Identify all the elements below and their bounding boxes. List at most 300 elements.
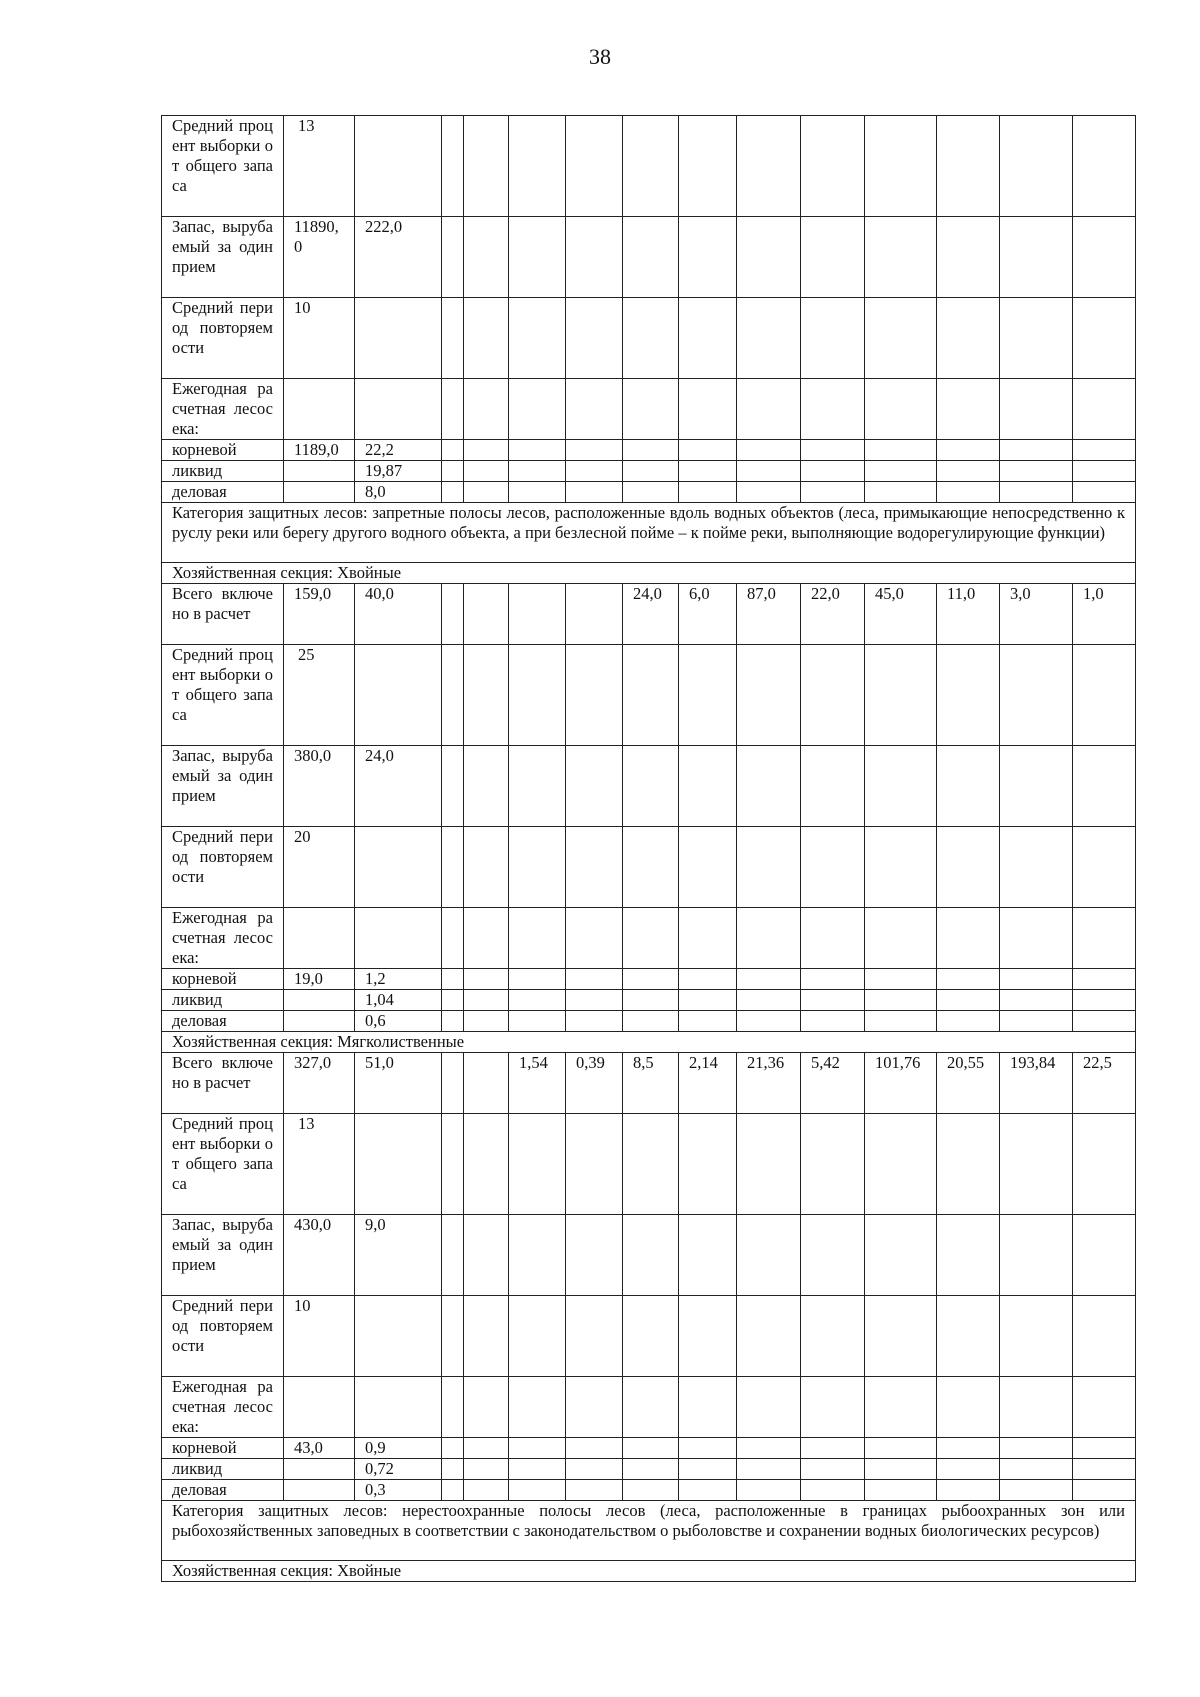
value-cell	[623, 217, 679, 298]
value-cell	[1000, 1296, 1073, 1377]
value-cell	[566, 1114, 623, 1215]
value-cell	[442, 482, 464, 503]
row-label-cell: Всего включено в расчет	[162, 584, 284, 645]
value-cell	[623, 827, 679, 908]
value-cell	[865, 298, 937, 379]
value-cell	[801, 1438, 865, 1459]
value-cell	[1000, 1215, 1073, 1296]
value-cell	[442, 746, 464, 827]
value-cell	[1073, 298, 1136, 379]
value-cell: 8,5	[623, 1053, 679, 1114]
value-cell	[509, 746, 566, 827]
value-cell	[865, 969, 937, 990]
value-cell: 45,0	[865, 584, 937, 645]
value-cell: 25	[284, 645, 355, 746]
value-cell	[442, 1011, 464, 1032]
value-cell	[509, 116, 566, 217]
value-cell	[464, 298, 509, 379]
value-cell	[737, 746, 801, 827]
value-cell	[865, 116, 937, 217]
value-cell	[1000, 746, 1073, 827]
value-cell	[566, 298, 623, 379]
value-cell	[623, 1296, 679, 1377]
table-row	[162, 217, 1136, 298]
value-cell: 6,0	[679, 584, 737, 645]
value-cell	[1073, 1215, 1136, 1296]
value-cell	[566, 645, 623, 746]
value-cell	[623, 461, 679, 482]
table-row	[162, 461, 1136, 482]
value-cell	[509, 217, 566, 298]
value-cell: 0,9	[355, 1438, 442, 1459]
value-cell	[801, 1459, 865, 1480]
value-cell	[442, 116, 464, 217]
value-cell	[865, 1438, 937, 1459]
value-cell	[1073, 1114, 1136, 1215]
value-cell	[737, 379, 801, 440]
value-cell	[442, 969, 464, 990]
value-cell	[679, 969, 737, 990]
value-cell	[865, 461, 937, 482]
value-cell	[1073, 990, 1136, 1011]
table-row	[162, 116, 1136, 217]
allowable-cut-table	[161, 115, 1136, 1582]
value-cell	[509, 440, 566, 461]
value-cell: 380,0	[284, 746, 355, 827]
value-cell	[1073, 482, 1136, 503]
value-cell: 13	[284, 1114, 355, 1215]
value-cell	[464, 969, 509, 990]
table-row	[162, 1296, 1136, 1377]
value-cell	[737, 217, 801, 298]
value-cell	[566, 746, 623, 827]
table-row	[162, 482, 1136, 503]
value-cell	[355, 1377, 442, 1438]
value-cell	[737, 969, 801, 990]
value-cell	[1073, 1011, 1136, 1032]
value-cell	[623, 1215, 679, 1296]
value-cell: 3,0	[1000, 584, 1073, 645]
value-cell	[937, 1114, 1000, 1215]
value-cell: 1,0	[1073, 584, 1136, 645]
value-cell: 10	[284, 298, 355, 379]
value-cell	[865, 1114, 937, 1215]
value-cell	[737, 116, 801, 217]
value-cell	[566, 1215, 623, 1296]
table-row	[162, 1459, 1136, 1480]
row-label-cell: Запас, вырубаемый за один прием	[162, 1215, 284, 1296]
value-cell	[1073, 1438, 1136, 1459]
value-cell	[355, 827, 442, 908]
value-cell	[623, 1438, 679, 1459]
table-row	[162, 746, 1136, 827]
value-cell	[801, 1480, 865, 1501]
value-cell	[801, 969, 865, 990]
value-cell	[355, 908, 442, 969]
section-header-cell: Категория защитных лесов: нерестоохранные полосы лесов (леса, расположенные в границах рыбоохранных зон или рыбохозяйственных заповедных в соответствии с законодательством о рыболовстве и сохранении водных биологических ресурсов)	[162, 1501, 1136, 1561]
value-cell	[937, 990, 1000, 1011]
value-cell	[284, 482, 355, 503]
value-cell	[679, 990, 737, 1011]
value-cell	[865, 379, 937, 440]
value-cell: 2,14	[679, 1053, 737, 1114]
table-row	[162, 1011, 1136, 1032]
value-cell	[737, 908, 801, 969]
value-cell	[355, 379, 442, 440]
value-cell	[464, 584, 509, 645]
value-cell	[566, 116, 623, 217]
table-row	[162, 1032, 1136, 1053]
value-cell	[865, 482, 937, 503]
value-cell	[1000, 461, 1073, 482]
value-cell: 1,04	[355, 990, 442, 1011]
value-cell	[679, 746, 737, 827]
value-cell	[464, 908, 509, 969]
value-cell	[801, 746, 865, 827]
value-cell	[284, 1011, 355, 1032]
value-cell	[1073, 1296, 1136, 1377]
value-cell	[679, 908, 737, 969]
value-cell	[737, 1377, 801, 1438]
value-cell	[566, 1377, 623, 1438]
table-row	[162, 440, 1136, 461]
value-cell	[865, 746, 937, 827]
value-cell	[566, 1459, 623, 1480]
value-cell	[566, 584, 623, 645]
value-cell	[1000, 827, 1073, 908]
value-cell	[355, 1114, 442, 1215]
value-cell	[442, 379, 464, 440]
value-cell	[1000, 1377, 1073, 1438]
value-cell	[566, 1011, 623, 1032]
value-cell	[1073, 1377, 1136, 1438]
value-cell	[442, 1480, 464, 1501]
value-cell	[679, 1459, 737, 1480]
value-cell	[464, 645, 509, 746]
value-cell	[865, 1296, 937, 1377]
value-cell	[937, 1438, 1000, 1459]
value-cell	[737, 1215, 801, 1296]
value-cell	[1000, 1011, 1073, 1032]
row-label-cell: Средний период повторяемости	[162, 1296, 284, 1377]
value-cell	[1073, 969, 1136, 990]
value-cell	[284, 461, 355, 482]
value-cell	[737, 1114, 801, 1215]
value-cell	[1073, 1459, 1136, 1480]
value-cell	[355, 1296, 442, 1377]
value-cell	[1000, 217, 1073, 298]
value-cell: 327,0	[284, 1053, 355, 1114]
value-cell	[464, 440, 509, 461]
value-cell	[1073, 827, 1136, 908]
value-cell: 193,84	[1000, 1053, 1073, 1114]
value-cell	[509, 584, 566, 645]
value-cell	[566, 1296, 623, 1377]
value-cell	[464, 1377, 509, 1438]
value-cell	[509, 1114, 566, 1215]
value-cell	[509, 298, 566, 379]
value-cell: 19,87	[355, 461, 442, 482]
value-cell	[679, 1480, 737, 1501]
value-cell	[1000, 1114, 1073, 1215]
value-cell	[1000, 1438, 1073, 1459]
value-cell	[623, 298, 679, 379]
value-cell: 0,6	[355, 1011, 442, 1032]
value-cell	[623, 1114, 679, 1215]
value-cell	[464, 827, 509, 908]
value-cell	[679, 1438, 737, 1459]
value-cell	[1000, 1480, 1073, 1501]
value-cell	[623, 379, 679, 440]
value-cell	[623, 908, 679, 969]
value-cell	[464, 1053, 509, 1114]
value-cell	[1000, 298, 1073, 379]
table-row	[162, 908, 1136, 969]
value-cell	[464, 1114, 509, 1215]
value-cell	[1000, 116, 1073, 217]
value-cell	[355, 116, 442, 217]
table-row	[162, 1561, 1136, 1582]
value-cell	[464, 461, 509, 482]
value-cell	[464, 1011, 509, 1032]
value-cell	[679, 1377, 737, 1438]
value-cell	[442, 908, 464, 969]
value-cell	[1073, 116, 1136, 217]
value-cell	[737, 1480, 801, 1501]
value-cell	[464, 1296, 509, 1377]
value-cell	[1000, 482, 1073, 503]
value-cell	[464, 482, 509, 503]
value-cell	[801, 1114, 865, 1215]
value-cell: 0,72	[355, 1459, 442, 1480]
value-cell	[442, 1114, 464, 1215]
value-cell	[801, 1296, 865, 1377]
value-cell	[442, 1438, 464, 1459]
row-label-cell: ликвид	[162, 990, 284, 1011]
row-label-cell: Запас, вырубаемый за один прием	[162, 746, 284, 827]
value-cell	[937, 440, 1000, 461]
value-cell: 10	[284, 1296, 355, 1377]
value-cell	[679, 1114, 737, 1215]
value-cell	[937, 908, 1000, 969]
value-cell	[284, 1459, 355, 1480]
value-cell	[509, 908, 566, 969]
value-cell	[1000, 990, 1073, 1011]
value-cell	[442, 461, 464, 482]
value-cell: 22,0	[801, 584, 865, 645]
value-cell	[937, 827, 1000, 908]
table-row	[162, 1501, 1136, 1561]
value-cell	[801, 827, 865, 908]
value-cell	[623, 1459, 679, 1480]
value-cell	[442, 440, 464, 461]
value-cell	[679, 1011, 737, 1032]
value-cell: 87,0	[737, 584, 801, 645]
table-row	[162, 1053, 1136, 1114]
value-cell	[679, 298, 737, 379]
value-cell	[623, 990, 679, 1011]
value-cell	[284, 379, 355, 440]
value-cell	[464, 1438, 509, 1459]
value-cell	[865, 217, 937, 298]
table-row	[162, 563, 1136, 584]
value-cell: 51,0	[355, 1053, 442, 1114]
value-cell	[937, 1480, 1000, 1501]
value-cell	[442, 990, 464, 1011]
value-cell	[1073, 645, 1136, 746]
value-cell	[865, 1011, 937, 1032]
value-cell	[464, 990, 509, 1011]
value-cell: 430,0	[284, 1215, 355, 1296]
value-cell	[623, 1011, 679, 1032]
value-cell	[442, 645, 464, 746]
table-row	[162, 1480, 1136, 1501]
value-cell	[566, 969, 623, 990]
value-cell	[679, 1296, 737, 1377]
value-cell	[442, 1377, 464, 1438]
value-cell: 8,0	[355, 482, 442, 503]
table-row	[162, 645, 1136, 746]
value-cell	[623, 645, 679, 746]
value-cell	[1073, 1480, 1136, 1501]
value-cell	[801, 116, 865, 217]
row-label-cell: деловая	[162, 1011, 284, 1032]
value-cell	[937, 379, 1000, 440]
value-cell	[737, 461, 801, 482]
value-cell	[355, 298, 442, 379]
value-cell: 22,2	[355, 440, 442, 461]
value-cell	[801, 990, 865, 1011]
value-cell	[509, 1296, 566, 1377]
value-cell	[1000, 1459, 1073, 1480]
value-cell: 20	[284, 827, 355, 908]
value-cell	[937, 1459, 1000, 1480]
value-cell	[1073, 379, 1136, 440]
value-cell	[623, 746, 679, 827]
value-cell: 43,0	[284, 1438, 355, 1459]
row-label-cell: деловая	[162, 482, 284, 503]
value-cell	[801, 1215, 865, 1296]
table-row	[162, 298, 1136, 379]
value-cell: 21,36	[737, 1053, 801, 1114]
row-label-cell: Средний процент выборки от общего запаса	[162, 645, 284, 746]
value-cell	[464, 379, 509, 440]
value-cell	[566, 1438, 623, 1459]
value-cell	[509, 969, 566, 990]
table-row	[162, 827, 1136, 908]
value-cell	[865, 1459, 937, 1480]
value-cell	[865, 440, 937, 461]
value-cell	[566, 482, 623, 503]
value-cell	[623, 1480, 679, 1501]
value-cell	[937, 1215, 1000, 1296]
value-cell	[509, 827, 566, 908]
value-cell: 0,3	[355, 1480, 442, 1501]
value-cell	[865, 645, 937, 746]
value-cell	[801, 298, 865, 379]
value-cell	[937, 1011, 1000, 1032]
value-cell	[801, 1377, 865, 1438]
value-cell	[566, 461, 623, 482]
row-label-cell: Средний период повторяемости	[162, 298, 284, 379]
value-cell	[865, 1215, 937, 1296]
value-cell	[937, 116, 1000, 217]
value-cell	[801, 217, 865, 298]
value-cell: 5,42	[801, 1053, 865, 1114]
value-cell	[801, 379, 865, 440]
value-cell	[737, 645, 801, 746]
page-number: 38	[589, 44, 611, 69]
value-cell: 1,2	[355, 969, 442, 990]
row-label-cell: Всего включено в расчет	[162, 1053, 284, 1114]
value-cell: 24,0	[355, 746, 442, 827]
value-cell: 19,0	[284, 969, 355, 990]
row-label-cell: Средний процент выборки от общего запаса	[162, 1114, 284, 1215]
value-cell	[801, 461, 865, 482]
value-cell	[737, 298, 801, 379]
value-cell	[937, 482, 1000, 503]
value-cell	[801, 440, 865, 461]
value-cell: 11,0	[937, 584, 1000, 645]
value-cell	[1000, 969, 1073, 990]
value-cell: 1189,0	[284, 440, 355, 461]
value-cell	[937, 461, 1000, 482]
row-label-cell: ликвид	[162, 461, 284, 482]
value-cell	[737, 1296, 801, 1377]
table-row	[162, 379, 1136, 440]
value-cell	[509, 1377, 566, 1438]
value-cell	[937, 217, 1000, 298]
value-cell	[1073, 461, 1136, 482]
value-cell	[801, 908, 865, 969]
value-cell	[623, 969, 679, 990]
value-cell	[737, 1011, 801, 1032]
value-cell	[1000, 379, 1073, 440]
value-cell	[566, 217, 623, 298]
value-cell	[679, 482, 737, 503]
section-header-cell: Хозяйственная секция: Мягколиственные	[162, 1032, 1136, 1053]
value-cell	[284, 1377, 355, 1438]
value-cell: 13	[284, 116, 355, 217]
value-cell	[937, 645, 1000, 746]
value-cell	[442, 1053, 464, 1114]
value-cell: 101,76	[865, 1053, 937, 1114]
value-cell	[937, 1377, 1000, 1438]
value-cell: 40,0	[355, 584, 442, 645]
table-row	[162, 969, 1136, 990]
value-cell	[566, 440, 623, 461]
value-cell	[566, 908, 623, 969]
row-label-cell: ликвид	[162, 1459, 284, 1480]
value-cell	[566, 827, 623, 908]
table-row	[162, 1377, 1136, 1438]
row-label-cell: Запас, вырубаемый за один прием	[162, 217, 284, 298]
value-cell	[679, 1215, 737, 1296]
value-cell	[509, 1438, 566, 1459]
value-cell	[679, 827, 737, 908]
table-row	[162, 1438, 1136, 1459]
value-cell	[442, 217, 464, 298]
value-cell	[865, 990, 937, 1011]
value-cell: 22,5	[1073, 1053, 1136, 1114]
table-row	[162, 584, 1136, 645]
value-cell	[1073, 440, 1136, 461]
value-cell	[566, 990, 623, 1011]
value-cell	[442, 1459, 464, 1480]
row-label-cell: Ежегодная расчетная лесосека:	[162, 908, 284, 969]
value-cell	[937, 969, 1000, 990]
value-cell	[679, 217, 737, 298]
